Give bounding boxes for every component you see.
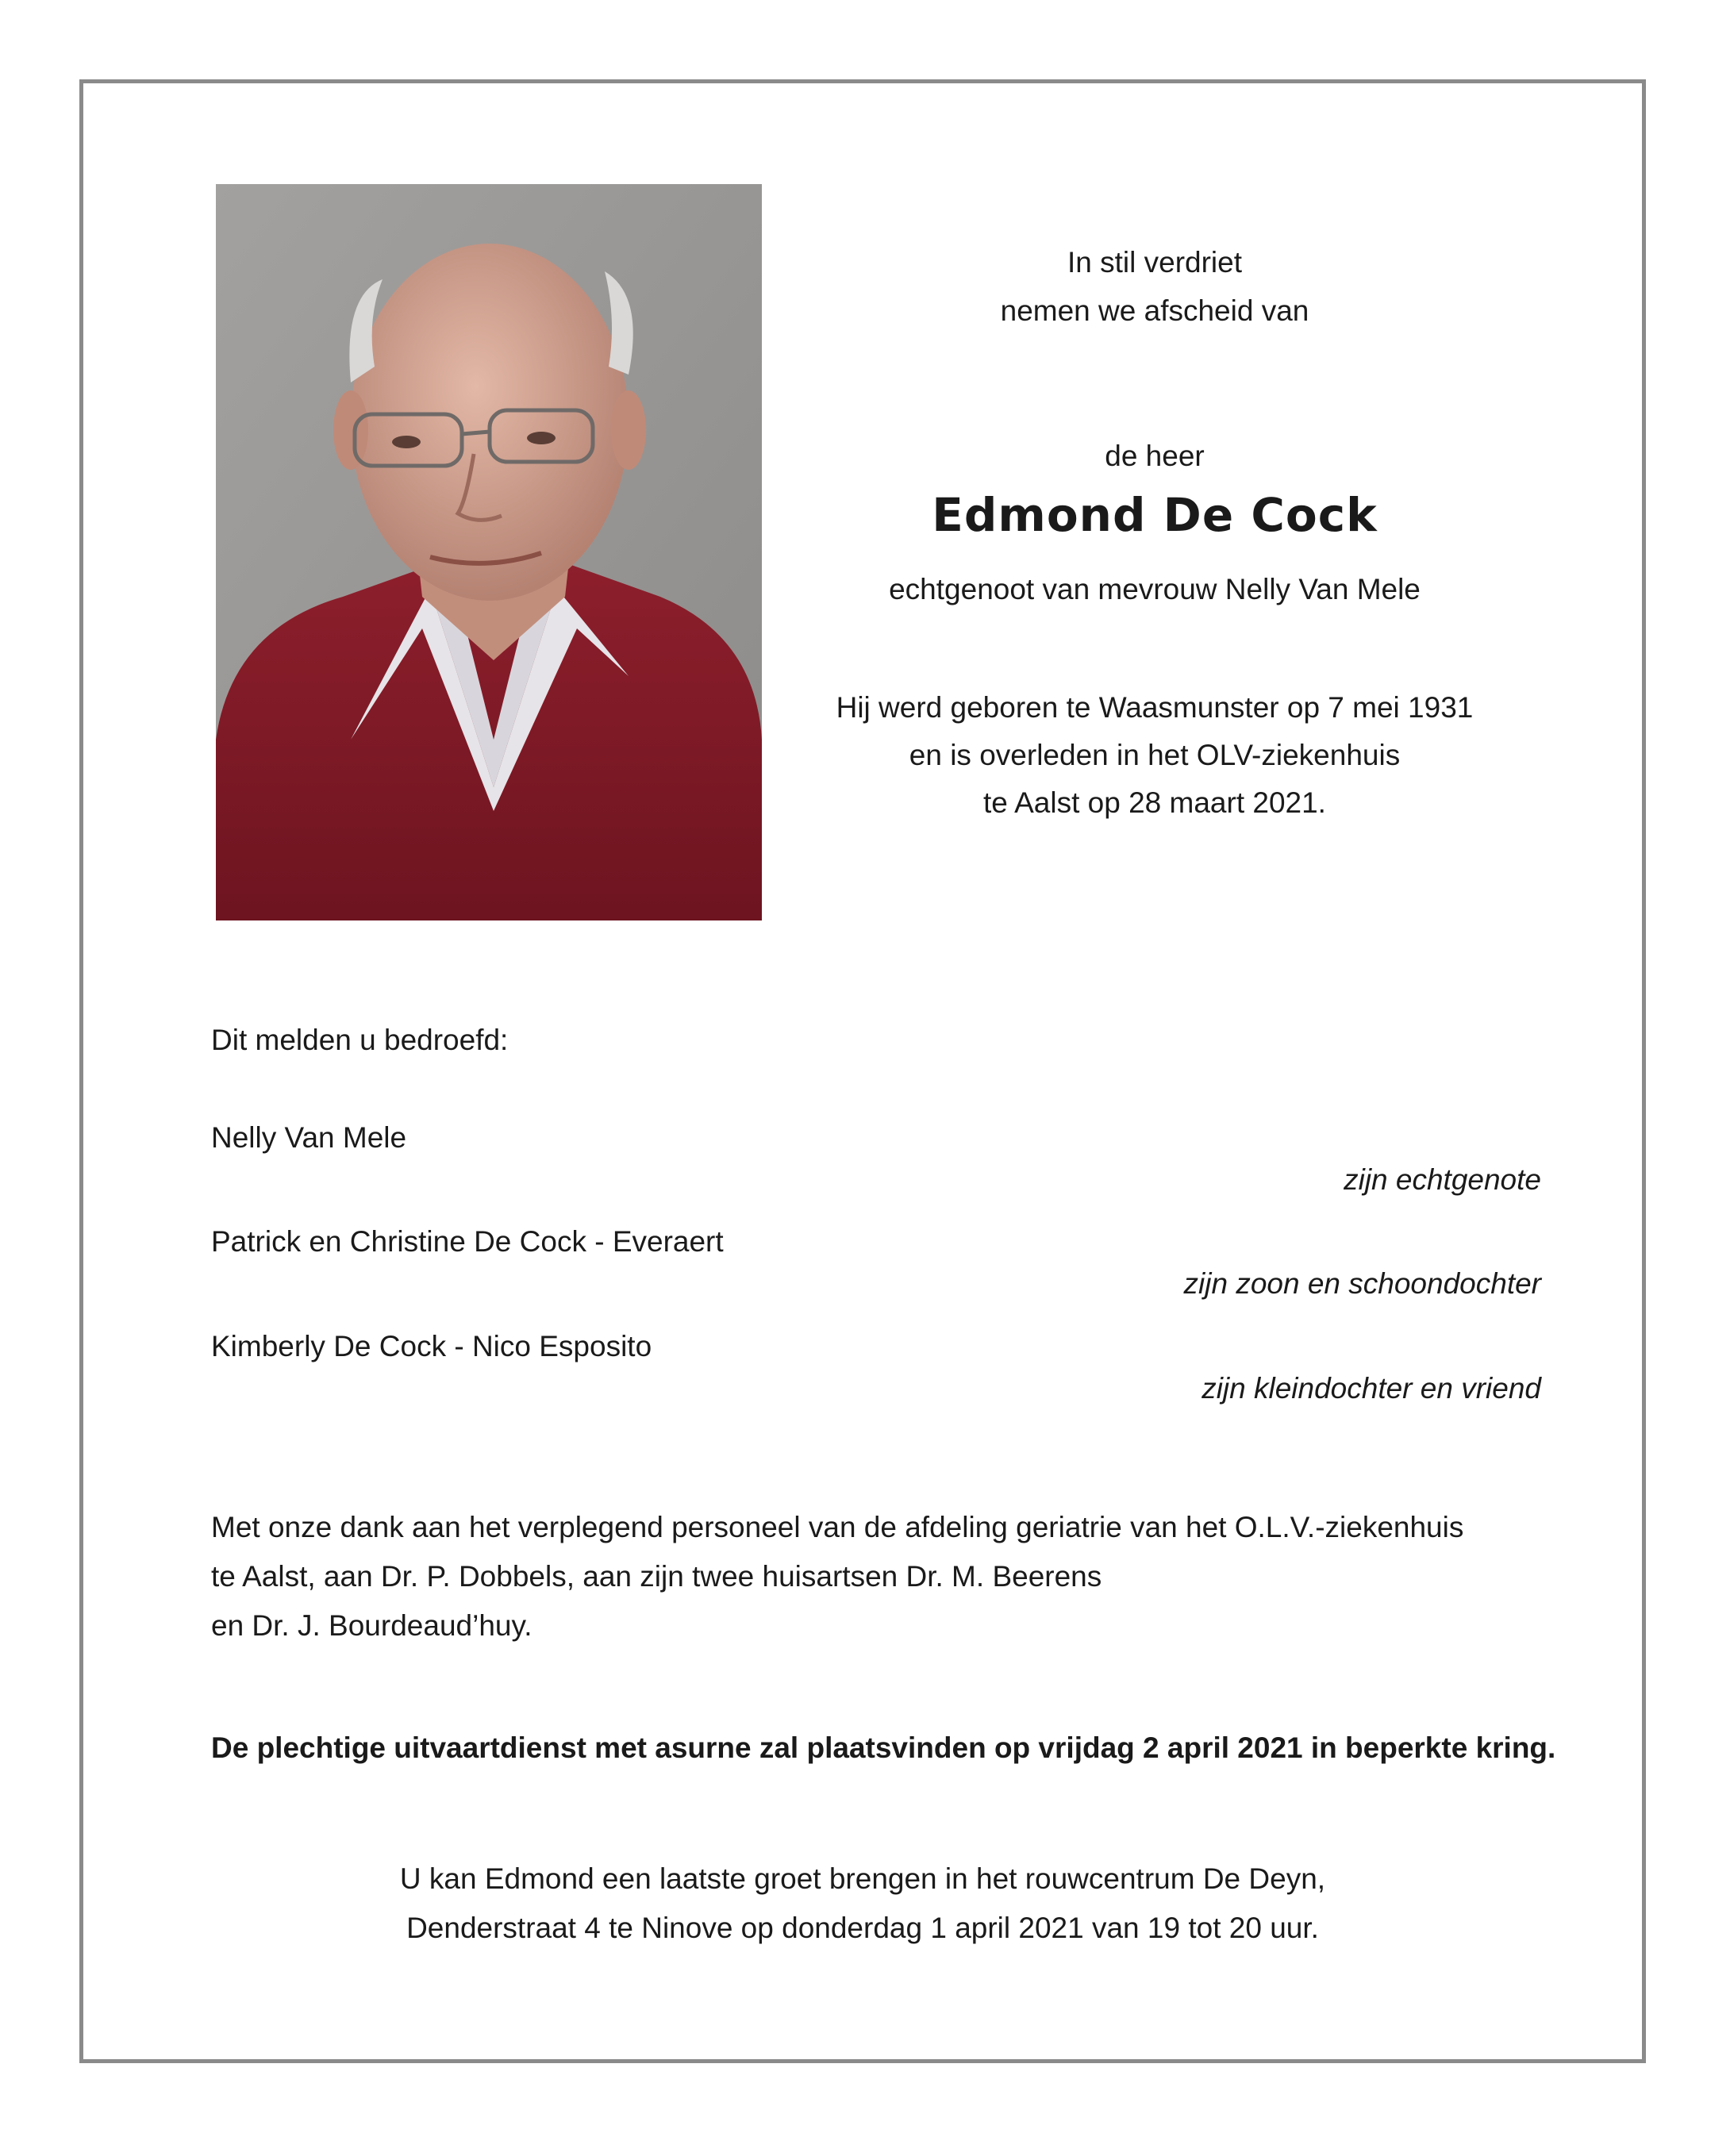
announce-heading: Dit melden u bedroefd: (211, 1024, 509, 1056)
birth-death-line: en is overleden in het OLV-ziekenhuis (909, 739, 1401, 771)
family-member-name: Patrick en Christine De Cock - Everaert (211, 1225, 724, 1258)
birth-death-line: Hij werd geboren te Waasmunster op 7 mei 1931 (836, 691, 1474, 724)
visitation-info (79, 1854, 1646, 1953)
thanks-line: en Dr. J. Bourdeaud’huy. (211, 1609, 533, 1642)
visitation-line: U kan Edmond een laatste groet brengen in het rouwcentrum De Deyn, (399, 1862, 1326, 1895)
family-member-relation: zijn echtgenote (1344, 1163, 1541, 1196)
family-member-relation: zijn zoon en schoondochter (1183, 1267, 1541, 1300)
intro-text (754, 238, 1555, 335)
birth-death-line: te Aalst op 28 maart 2021. (983, 786, 1326, 819)
spouse-line: echtgenoot van mevrouw Nelly Van Mele (889, 573, 1421, 605)
thanks-paragraph (211, 1503, 1560, 1651)
deceased-name: Edmond De Cock (932, 488, 1378, 542)
family-member-name: Kimberly De Cock - Nico Esposito (211, 1330, 652, 1362)
thanks-line: Met onze dank aan het verplegend personeel van de afdeling geriatrie van het O.L.V.-ziekenhuis (211, 1511, 1464, 1543)
intro-line: In stil verdriet (1067, 246, 1242, 279)
ceremony-notice: De plechtige uitvaartdienst met asurne zal plaatsvinden op vrijdag 2 april 2021 in beperkte kring. (211, 1731, 1556, 1764)
portrait-photo (216, 184, 762, 920)
family-member-relation: zijn kleindochter en vriend (1201, 1372, 1541, 1405)
family-member-name: Nelly Van Mele (211, 1121, 407, 1154)
honorific: de heer (1105, 440, 1205, 472)
intro-line: nemen we afscheid van (1000, 294, 1309, 327)
birth-death-text (754, 684, 1555, 827)
thanks-line: te Aalst, aan Dr. P. Dobbels, aan zijn twee huisartsen Dr. M. Beerens (211, 1560, 1102, 1593)
visitation-line: Denderstraat 4 te Ninove op donderdag 1 april 2021 van 19 tot 20 uur. (406, 1912, 1319, 1944)
